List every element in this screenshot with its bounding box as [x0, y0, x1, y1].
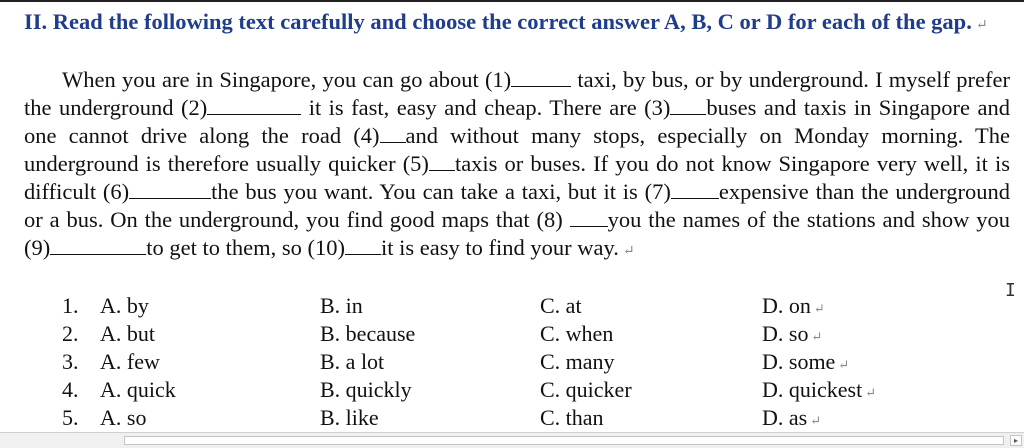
gap-blank-7: [671, 180, 719, 199]
question-number: 1.: [62, 293, 79, 318]
question-number: 2.: [62, 321, 79, 346]
paragraph-mark-icon: ↵: [975, 18, 988, 33]
option-d: D. on: [762, 293, 811, 318]
paragraph-mark-icon: ↵: [811, 329, 823, 344]
option-d: D. as: [762, 405, 808, 430]
option-a: A. quick: [100, 377, 176, 402]
gap-blank-4: [380, 124, 406, 143]
option-c: C. than: [540, 405, 604, 430]
option-a: A. by: [100, 293, 149, 318]
passage-segment: and without many stops, especially on Monday morning. The underground is therefore usually quicker (5): [24, 123, 1010, 176]
option-row-2: [0, 320, 1024, 348]
option-c: C. many: [540, 349, 615, 374]
option-d: D. quickest: [762, 377, 863, 402]
option-c: C. quicker: [540, 377, 632, 402]
option-b: B. like: [320, 405, 379, 430]
gap-blank-9: [50, 236, 146, 255]
option-d-cell: [762, 292, 825, 323]
option-d-cell: [762, 404, 821, 435]
gap-blank-5: [429, 152, 455, 171]
option-row-3: [0, 348, 1024, 376]
answer-options-list: [0, 292, 1024, 432]
option-b: B. because: [320, 321, 416, 346]
exercise-heading: [24, 8, 1014, 40]
option-d-cell: [762, 320, 822, 351]
gap-blank-2: [207, 96, 301, 115]
passage-segment: taxis or buses. If you do not know Singapore very well, it is difficult (6): [24, 151, 1010, 204]
option-d: D. so: [762, 321, 809, 346]
option-b: B. quickly: [320, 377, 412, 402]
question-number: 5.: [62, 405, 79, 430]
option-b: B. a lot: [320, 349, 385, 374]
question-number: 3.: [62, 349, 79, 374]
top-border-line: [0, 0, 1024, 2]
gap-blank-1: [511, 68, 571, 87]
reading-passage: [24, 66, 1010, 266]
passage-segment: you the names of the stations and show you (9): [24, 207, 1011, 260]
option-d-cell: [762, 376, 876, 407]
paragraph-mark-icon: ↵: [622, 244, 635, 259]
option-row-5: [0, 404, 1024, 432]
horizontal-scrollbar[interactable]: [0, 432, 1024, 448]
text-cursor-icon: I: [1005, 280, 1016, 301]
option-row-4: [0, 376, 1024, 404]
scroll-right-arrow-icon[interactable]: ▸: [1010, 435, 1022, 446]
option-a: A. but: [100, 321, 155, 346]
gap-blank-8: [570, 208, 608, 227]
heading-text: II. Read the following text carefully and choose the correct answer A, B, C or D for each of the gap.: [24, 9, 972, 34]
passage-segment: it is fast, easy and cheap. There are (3): [301, 95, 671, 120]
option-d-cell: [762, 348, 849, 379]
option-d: D. some: [762, 349, 836, 374]
gap-blank-10: [345, 236, 381, 255]
option-b: B. in: [320, 293, 363, 318]
question-number: 4.: [62, 377, 79, 402]
paragraph-mark-icon: ↵: [813, 301, 825, 316]
passage-segment: When you are in Singapore, you can go about (1): [62, 67, 512, 92]
gap-blank-3: [670, 96, 706, 115]
paragraph-mark-icon: ↵: [810, 413, 822, 428]
scrollbar-thumb[interactable]: [124, 436, 1004, 445]
option-c: C. when: [540, 321, 614, 346]
passage-segment: the bus you want. You can take a taxi, but it is (7): [211, 179, 671, 204]
passage-segment: expensive than the underground or a bus. On the underground, you find good maps that (8): [24, 179, 1010, 232]
paragraph-mark-icon: ↵: [838, 357, 850, 372]
paragraph-mark-icon: ↵: [865, 385, 877, 400]
passage-segment: to get to them, so (10): [146, 235, 345, 260]
gap-blank-6: [129, 180, 211, 199]
passage-segment: it is easy to find your way.: [380, 235, 619, 260]
option-a: A. so: [100, 405, 147, 430]
option-a: A. few: [100, 349, 160, 374]
passage-segment: taxi, by bus, or by underground. I myself prefer the underground (2): [24, 67, 1010, 120]
option-c: C. at: [540, 293, 582, 318]
option-row-1: [0, 292, 1024, 320]
passage-segment: buses and taxis in Singapore and one cannot drive along the road (4): [24, 95, 1010, 148]
